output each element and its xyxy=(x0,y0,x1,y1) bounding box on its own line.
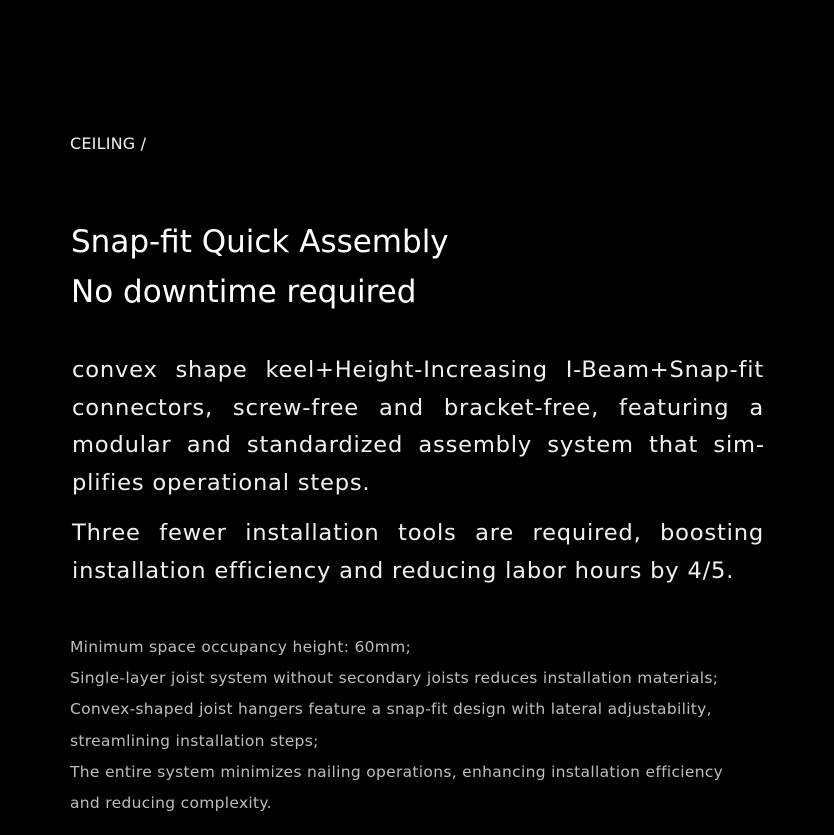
note-line: Minimum space occupancy height: 60mm; xyxy=(70,638,412,656)
note-line: The entire system minimizes nailing operations, enhancing installation efficiency xyxy=(70,762,724,781)
note-line: Single-layer joist system without secondary joists reduces installation materials; xyxy=(70,669,719,688)
headline-line-2: No downtime required xyxy=(71,274,417,310)
spec-notes xyxy=(70,632,770,819)
note-line: and reducing complexity. xyxy=(70,794,272,813)
note-line: Convex-shaped joist hangers feature a snap-fit design with lateral adjustability, xyxy=(70,700,712,719)
note-line: streamlining installation steps; xyxy=(70,731,319,750)
breadcrumb: CEILING / xyxy=(70,134,147,153)
body-paragraph-2: Three fewer installation tools are required, boosting installation efficiency and reducing labor hours by 4/5. xyxy=(72,520,764,584)
page-title xyxy=(71,217,771,317)
body-paragraph-1: convex shape keel+Height-Increasing I-Beam+Snap-fit connectors, screw-free and bracket-free, featuring a modular and standardized assembly system that simplifies operational steps. xyxy=(72,357,764,496)
headline-line-1: Snap-fit Quick Assembly xyxy=(71,224,449,260)
